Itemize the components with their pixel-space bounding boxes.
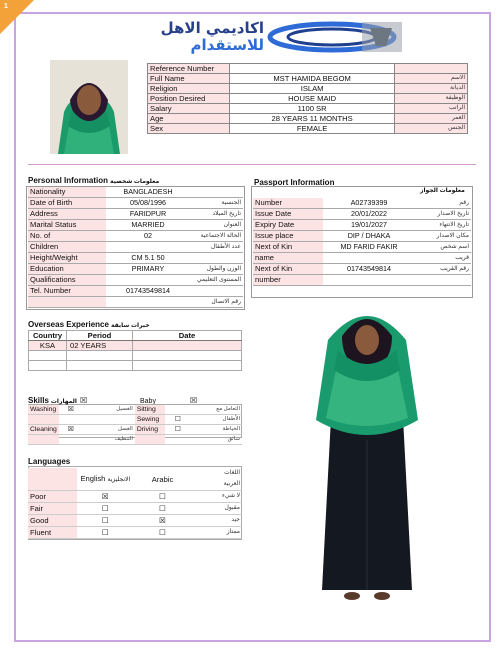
ref-label: Full Name — [148, 74, 230, 84]
overseas-date — [133, 341, 242, 351]
lang-english-label: English — [80, 473, 106, 483]
passport-info-table — [253, 198, 471, 286]
ref-label: Sex — [148, 124, 230, 134]
skills-title-ar: المهارات — [50, 399, 77, 405]
skill-arabic: الخياطة — [191, 425, 242, 435]
skills-baby-checkbox[interactable]: ☒ — [190, 396, 198, 405]
pi-label: No. of — [28, 231, 106, 242]
pp-value — [323, 253, 415, 264]
pp-label: Issue Date — [253, 209, 323, 220]
skill-checkbox[interactable] — [165, 435, 191, 445]
pi-arabic: الجنسية — [190, 198, 243, 209]
table-row — [253, 253, 471, 264]
skill-checkbox[interactable]: ☐ — [165, 425, 191, 435]
pp-value: 19/01/2027 — [323, 220, 415, 231]
skill-label — [28, 435, 59, 445]
pi-value: 05/08/1996 — [106, 198, 190, 209]
overseas-title — [28, 320, 150, 329]
pi-label: Nationality — [28, 187, 106, 198]
languages-table — [28, 468, 242, 539]
personal-info-title-en: Personal Information — [28, 176, 109, 185]
personal-info-table — [28, 187, 243, 308]
pi-arabic: العنوان — [190, 220, 243, 231]
pp-value: 20/01/2022 — [323, 209, 415, 220]
skill-checkbox[interactable]: ☐ — [165, 415, 191, 425]
overseas-title-en: Overseas Experience — [28, 320, 109, 329]
ref-value: 28 YEARS 11 MONTHS — [229, 114, 394, 124]
skill-label: Sitting — [135, 405, 165, 415]
pp-arabic: رقم القريب — [415, 264, 471, 275]
pp-label: Next of Kin — [253, 264, 323, 275]
skills-baby-label: Baby — [140, 398, 156, 405]
overseas-date — [133, 351, 242, 361]
table-row — [148, 124, 468, 134]
skill-label — [28, 415, 59, 425]
table-row — [253, 231, 471, 242]
skill-arabic: الأطفال — [191, 415, 242, 425]
personal-info-title-ar: معلومات شخصية — [110, 179, 160, 185]
table-row — [28, 275, 243, 286]
table-row — [28, 527, 242, 539]
pi-arabic: عدد الأطفال — [190, 242, 243, 253]
overseas-header: Date — [133, 331, 242, 341]
ref-arabic: الجنس — [395, 124, 468, 134]
overseas-period: 02 YEARS — [67, 341, 133, 351]
table-row — [28, 491, 242, 503]
pi-arabic: رقم الاتصال — [190, 297, 243, 308]
reference-table — [147, 63, 468, 134]
table-header-row — [28, 468, 242, 491]
pi-label — [28, 297, 106, 308]
table-row — [28, 503, 242, 515]
ref-label: Religion — [148, 84, 230, 94]
table-row — [29, 361, 242, 371]
overseas-country — [29, 361, 67, 371]
lang-level: Fluent — [28, 527, 77, 539]
table-row — [253, 275, 471, 286]
lang-english-checkbox[interactable]: ☐ — [77, 527, 134, 539]
overseas-header: Period — [67, 331, 133, 341]
pi-label: Qualifications — [28, 275, 106, 286]
pp-arabic: رقم — [415, 198, 471, 209]
skills-checkbox[interactable]: ☒ — [80, 396, 88, 405]
lang-arabic-header: Arabic — [134, 468, 191, 491]
pp-label: Expiry Date — [253, 220, 323, 231]
ref-arabic: الوظيفة — [395, 94, 468, 104]
logo-arabic-line1: اكاديمي الاهل — [160, 19, 264, 37]
pp-label: number — [253, 275, 323, 286]
ref-arabic: الراتب — [395, 104, 468, 114]
table-row — [29, 351, 242, 361]
pp-arabic — [415, 275, 471, 286]
table-row — [28, 187, 243, 198]
skill-arabic: الغسل — [83, 425, 135, 435]
applicant-full-photo — [308, 300, 426, 606]
skill-arabic — [83, 415, 135, 425]
lang-arabic-ar: العربية — [223, 481, 240, 487]
table-row — [28, 242, 243, 253]
skill-arabic: التعامل مع — [191, 405, 242, 415]
table-row — [253, 242, 471, 253]
pi-arabic — [190, 253, 243, 264]
pp-label: Issue place — [253, 231, 323, 242]
pi-arabic — [190, 286, 243, 297]
ref-arabic: العمر — [395, 114, 468, 124]
overseas-header: Country — [29, 331, 67, 341]
pi-label: Tel. Number — [28, 286, 106, 297]
lang-arabic-checkbox[interactable]: ☐ — [134, 503, 191, 515]
skill-label: Driving — [135, 425, 165, 435]
lang-level-ar: جيد — [191, 515, 242, 527]
table-header-row — [29, 331, 242, 341]
table-row — [28, 405, 242, 415]
passport-info-title-ar: معلومات الجواز — [420, 188, 465, 194]
ref-arabic — [395, 64, 468, 74]
pi-label: Date of Birth — [28, 198, 106, 209]
pp-label: Next of Kin — [253, 242, 323, 253]
pp-label: Number — [253, 198, 323, 209]
overseas-date — [133, 361, 242, 371]
skill-checkbox[interactable] — [59, 435, 83, 445]
lang-english-checkbox[interactable]: ☐ — [77, 503, 134, 515]
lang-english-header — [77, 468, 134, 491]
pp-label: name — [253, 253, 323, 264]
lang-arabic-checkbox[interactable]: ☐ — [134, 491, 191, 503]
skill-label: Washing — [28, 405, 59, 415]
table-row — [28, 209, 243, 220]
section-divider — [28, 164, 476, 165]
table-row — [28, 435, 242, 445]
lang-corner — [28, 468, 77, 491]
pi-value: MARRIED — [106, 220, 190, 231]
logo-arabic-line2: للاستقدام — [190, 36, 264, 54]
skill-arabic: الغسيل — [83, 405, 135, 415]
pi-arabic: الوزن والطول — [190, 264, 243, 275]
pi-label: Education — [28, 264, 106, 275]
pp-value — [323, 275, 415, 286]
passport-info-title: Passport Information — [254, 178, 335, 187]
personal-info-title — [28, 176, 159, 185]
lang-arabic-checkbox[interactable]: ☐ — [134, 527, 191, 539]
lang-level-ar: ممتاز — [191, 527, 242, 539]
company-logo — [112, 20, 412, 54]
ref-label: Salary — [148, 104, 230, 114]
ref-value: ISLAM — [229, 84, 394, 94]
table-row — [148, 94, 468, 104]
skill-label — [135, 435, 165, 445]
lang-arabic-checkbox[interactable]: ☒ — [134, 515, 191, 527]
ref-value: MST HAMIDA BEGOM — [229, 74, 394, 84]
pi-value: 01743549814 — [106, 286, 190, 297]
ref-label: Reference Number — [148, 64, 230, 74]
pi-arabic: تاريخ الميلاد — [190, 209, 243, 220]
lang-level-ar: مقبول — [191, 503, 242, 515]
table-row — [148, 114, 468, 124]
lang-english-checkbox[interactable]: ☐ — [77, 515, 134, 527]
lang-english-checkbox[interactable]: ☒ — [77, 491, 134, 503]
ref-value: 1100 SR — [229, 104, 394, 114]
overseas-title-ar: خبرات سابقة — [110, 323, 150, 329]
skills-title — [28, 396, 77, 405]
lang-level: Good — [28, 515, 77, 527]
lang-level-ar: لا شيء — [191, 491, 242, 503]
table-row — [28, 231, 243, 242]
skill-checkbox[interactable] — [59, 415, 83, 425]
pp-arabic: اسم شخص — [415, 242, 471, 253]
table-row — [28, 253, 243, 264]
overseas-period — [67, 361, 133, 371]
skill-label: Sewing — [135, 415, 165, 425]
table-row — [28, 415, 242, 425]
table-row — [148, 84, 468, 94]
overseas-country: KSA — [29, 341, 67, 351]
pi-label: Children — [28, 242, 106, 253]
pi-value: CM 5.1 50 — [106, 253, 190, 264]
table-row — [28, 264, 243, 275]
pp-value: DIP / DHAKA — [323, 231, 415, 242]
ref-value — [229, 64, 394, 74]
pi-value: 02 — [106, 231, 190, 242]
table-row — [28, 220, 243, 231]
skills-title-en: Skills — [28, 396, 49, 405]
pi-value: PRIMARY — [106, 264, 190, 275]
pi-value — [106, 242, 190, 253]
skill-arabic: سائق — [191, 435, 242, 445]
ref-label: Position Desired — [148, 94, 230, 104]
pi-value — [106, 297, 190, 308]
table-row — [148, 104, 468, 114]
skills-table — [28, 405, 242, 445]
table-row — [253, 198, 471, 209]
pi-value: FARIDPUR — [106, 209, 190, 220]
ref-arabic: الاسم — [395, 74, 468, 84]
pi-arabic — [190, 187, 243, 198]
applicant-portrait — [50, 60, 128, 154]
overseas-country — [29, 351, 67, 361]
lang-level: Fair — [28, 503, 77, 515]
overseas-period — [67, 351, 133, 361]
logo-swirl-icon — [262, 20, 412, 54]
pp-value: 01743549814 — [323, 264, 415, 275]
pi-arabic: الحالة الاجتماعية — [190, 231, 243, 242]
lang-english-ar: الانجليزية — [107, 476, 131, 483]
table-row — [253, 220, 471, 231]
skill-arabic: التنظيف — [83, 435, 135, 445]
ref-value: FEMALE — [229, 124, 394, 134]
table-row — [28, 198, 243, 209]
pp-arabic: مكان الاصدار — [415, 231, 471, 242]
overseas-table — [28, 330, 242, 371]
ref-value: HOUSE MAID — [229, 94, 394, 104]
pi-label: Height/Weight — [28, 253, 106, 264]
pp-arabic: تاريخ الاصدار — [415, 209, 471, 220]
lang-level: Poor — [28, 491, 77, 503]
lang-header-ar — [191, 468, 242, 491]
skill-label: Cleaning — [30, 426, 57, 433]
pi-label: Address — [28, 209, 106, 220]
page-number: 1 — [4, 3, 8, 10]
languages-title: Languages — [28, 457, 71, 466]
pi-value: BANGLADESH — [106, 187, 190, 198]
pp-value: MD FARID FAKIR — [323, 242, 415, 253]
pp-arabic: تاريخ الانتهاء — [415, 220, 471, 231]
pp-value: A02739399 — [323, 198, 415, 209]
skill-checkbox[interactable]: ☒ — [59, 425, 83, 435]
table-row — [29, 341, 242, 351]
lang-header-ar-text: اللغات — [224, 470, 240, 476]
ref-arabic: الديانة — [395, 84, 468, 94]
table-row — [148, 64, 468, 74]
ref-label: Age — [148, 114, 230, 124]
skill-checkbox[interactable]: ☒ — [59, 405, 83, 415]
table-row — [28, 425, 242, 435]
table-row — [28, 286, 243, 297]
table-row — [253, 264, 471, 275]
skill-checkbox[interactable] — [165, 405, 191, 415]
pp-arabic: قريب — [415, 253, 471, 264]
table-row — [253, 209, 471, 220]
pi-label: Marital Status — [28, 220, 106, 231]
table-row — [28, 515, 242, 527]
table-row — [148, 74, 468, 84]
pi-value — [106, 275, 190, 286]
table-row — [28, 297, 243, 308]
pi-arabic: المستوى التعليمي — [190, 275, 243, 286]
